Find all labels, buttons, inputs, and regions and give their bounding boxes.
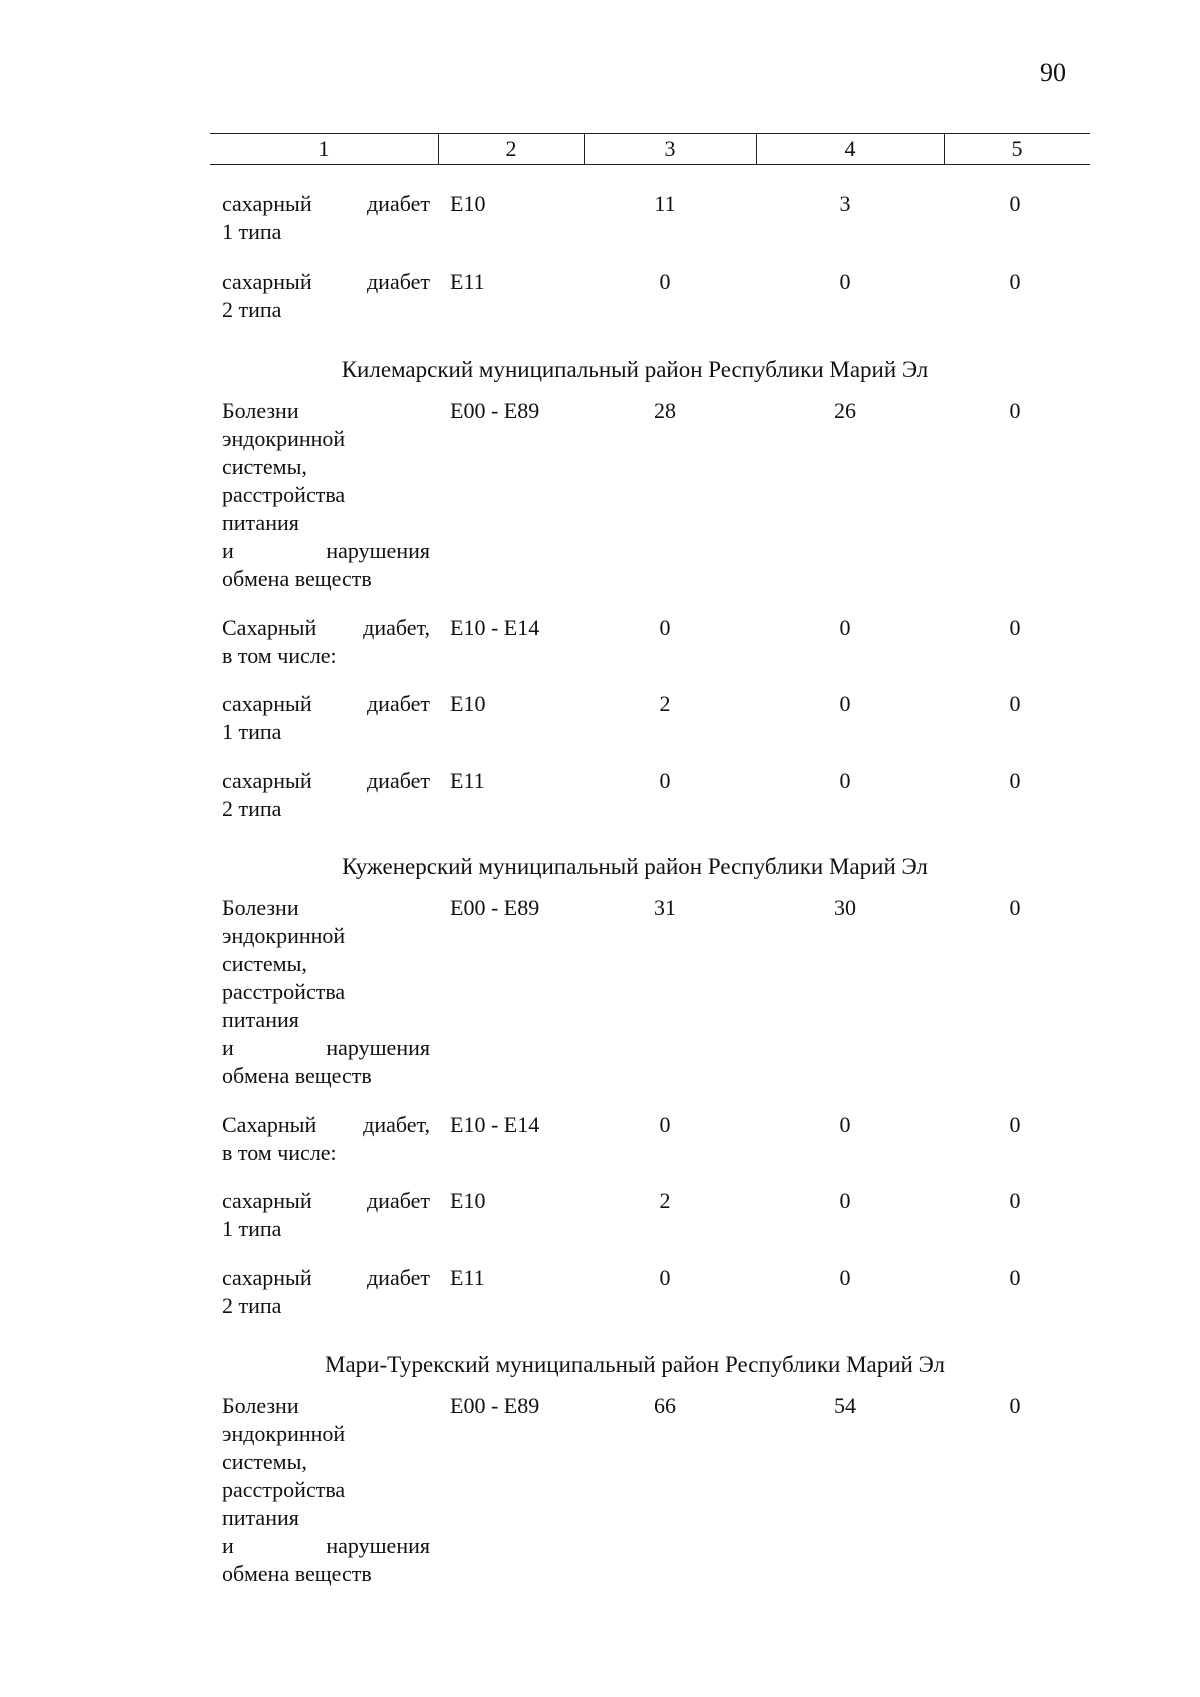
row-name-line: и нарушения (222, 1035, 430, 1060)
row-name-line: 2 типа (222, 1293, 282, 1318)
row-name-line: сахарный диабет (222, 1265, 430, 1290)
row-name-line: Болезни (222, 895, 299, 920)
row-col5: 0 (1009, 269, 1021, 294)
header-col-2: 2 (505, 136, 517, 161)
row-col4: 54 (834, 1393, 856, 1418)
row-name-line: сахарный диабет (222, 269, 430, 294)
row-col3: 2 (659, 1188, 671, 1213)
row-col4: 0 (839, 691, 851, 716)
section-title: Куженерский муниципальный район Республики Марий Эл (342, 854, 928, 879)
row-col4: 26 (834, 398, 856, 423)
row-code: E00 - E89 (450, 1393, 540, 1418)
row-name-line: в том числе: (222, 1140, 337, 1165)
row-name (222, 1264, 430, 1320)
row-col3: 28 (654, 398, 676, 423)
row-name (222, 268, 430, 324)
row-col4: 0 (839, 1188, 851, 1213)
row-name-line: 1 типа (222, 719, 282, 744)
row-name-line: обмена веществ (222, 566, 372, 591)
row-name-line: системы, (222, 1449, 307, 1474)
row-code: E10 (450, 691, 486, 716)
row-name (222, 690, 430, 746)
row-name (222, 767, 430, 823)
row-col5: 0 (1009, 895, 1021, 920)
row-col5: 0 (1009, 1393, 1021, 1418)
row-code: E11 (450, 768, 485, 793)
row-code: E00 - E89 (450, 895, 540, 920)
row-code: E10 - E14 (450, 1112, 540, 1137)
row-col5: 0 (1009, 768, 1021, 793)
row-name (222, 1187, 430, 1243)
row-name-line: Болезни (222, 398, 299, 423)
section-title: Мари-Турекский муниципальный район Республики Марий Эл (325, 1352, 945, 1377)
row-name-line: эндокринной (222, 1421, 346, 1446)
row-name-line: расстройства (222, 1477, 346, 1502)
row-col3: 0 (659, 615, 671, 640)
header-col-5: 5 (1011, 136, 1023, 161)
row-col5: 0 (1009, 615, 1021, 640)
row-name-line: расстройства (222, 979, 346, 1004)
row-name-line: питания (222, 1007, 299, 1032)
row-name-line: сахарный диабет (222, 1188, 430, 1213)
row-col5: 0 (1009, 691, 1021, 716)
row-col4: 0 (839, 768, 851, 793)
row-name-line: обмена веществ (222, 1561, 372, 1586)
table-header (210, 133, 1090, 165)
row-name-line: 1 типа (222, 1216, 282, 1241)
row-name-line: и нарушения (222, 1533, 430, 1558)
row-col4: 0 (839, 615, 851, 640)
row-code: E11 (450, 1265, 485, 1290)
row-col4: 3 (839, 191, 851, 216)
row-name-line: эндокринной (222, 923, 346, 948)
row-col4: 0 (839, 269, 851, 294)
row-col4: 0 (839, 1112, 851, 1137)
row-name-line: Болезни (222, 1393, 299, 1418)
row-col3: 31 (654, 895, 676, 920)
row-name (222, 397, 430, 593)
row-code: E11 (450, 269, 485, 294)
row-code: E10 (450, 1188, 486, 1213)
row-name-line: Сахарный диабет, (222, 615, 430, 640)
row-code: E10 - E14 (450, 615, 540, 640)
row-name-line: системы, (222, 454, 307, 479)
row-name (222, 1111, 430, 1167)
row-col5: 0 (1009, 398, 1021, 423)
row-name-line: расстройства (222, 482, 346, 507)
row-name-line: Сахарный диабет, (222, 1112, 430, 1137)
row-name-line: в том числе: (222, 643, 337, 668)
row-name (222, 614, 430, 670)
section-title: Килемарский муниципальный район Республики Марий Эл (341, 357, 929, 382)
row-col5: 0 (1009, 1265, 1021, 1290)
row-col4: 0 (839, 1265, 851, 1290)
row-col3: 11 (654, 191, 676, 216)
row-col4: 30 (834, 895, 856, 920)
row-name-line: 2 типа (222, 297, 282, 322)
row-name-line: сахарный диабет (222, 691, 430, 716)
row-name-line: питания (222, 1505, 299, 1530)
row-col3: 0 (659, 269, 671, 294)
row-name-line: обмена веществ (222, 1063, 372, 1088)
row-code: E10 (450, 191, 486, 216)
row-col3: 2 (659, 691, 671, 716)
row-name-line: 2 типа (222, 796, 282, 821)
page-number: 90 (1040, 58, 1066, 87)
row-col3: 0 (659, 768, 671, 793)
header-col-1: 1 (318, 136, 330, 161)
row-name (222, 894, 430, 1090)
header-col-3: 3 (664, 136, 676, 161)
row-col5: 0 (1009, 191, 1021, 216)
row-name (222, 1392, 430, 1588)
row-col3: 66 (654, 1393, 676, 1418)
row-col3: 0 (659, 1265, 671, 1290)
row-name-line: сахарный диабет (222, 191, 430, 216)
row-name (222, 190, 430, 246)
row-name-line: и нарушения (222, 538, 430, 563)
row-name-line: эндокринной (222, 426, 346, 451)
row-col3: 0 (659, 1112, 671, 1137)
row-name-line: питания (222, 510, 299, 535)
row-col5: 0 (1009, 1188, 1021, 1213)
row-col5: 0 (1009, 1112, 1021, 1137)
header-col-4: 4 (844, 136, 856, 161)
row-name-line: сахарный диабет (222, 768, 430, 793)
row-code: E00 - E89 (450, 398, 540, 423)
row-name-line: системы, (222, 951, 307, 976)
row-name-line: 1 типа (222, 219, 282, 244)
